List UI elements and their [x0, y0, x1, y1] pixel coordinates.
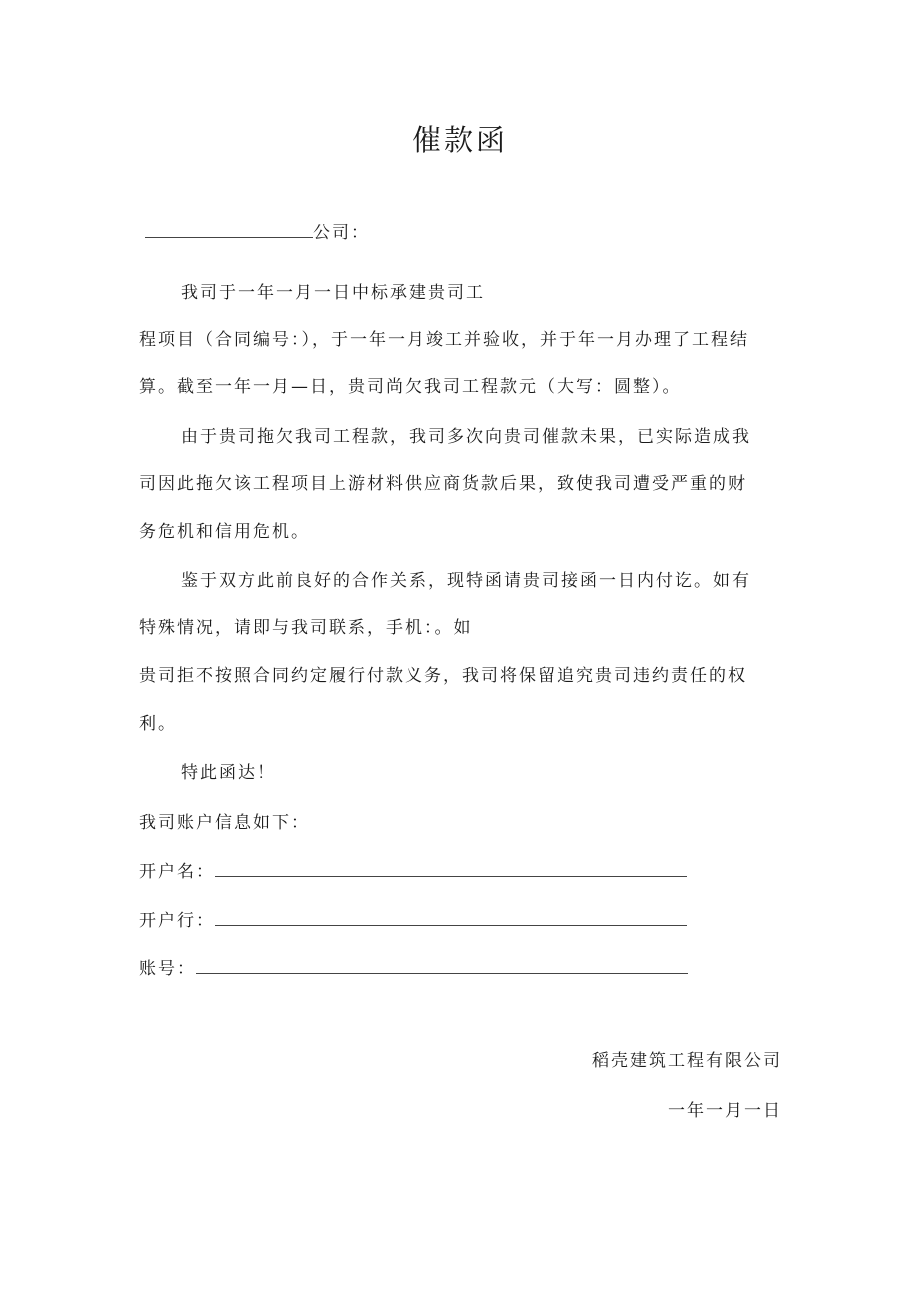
account-heading: 我司账户信息如下：	[139, 813, 310, 833]
paragraph-3-line-4: 利。	[139, 714, 177, 734]
paragraph-3-line-1: 鉴于双方此前良好的合作关系，现特函请贵司接函一日内付讫。如有	[181, 571, 751, 591]
paragraph-1-line-3: 算。截至一年一月—日，贵司尚欠我司工程款元（大写：圆整）。	[139, 377, 682, 397]
salutation	[145, 221, 370, 244]
paragraph-3-line-3: 贵司拒不按照合同约定履行付款义务，我司将保留追究贵司违约责任的权	[139, 666, 747, 686]
account-number-row	[139, 957, 688, 980]
account-name-field[interactable]	[215, 860, 687, 877]
document-title: 催款函	[411, 123, 508, 157]
signature-company: 稻壳建筑工程有限公司	[592, 1051, 782, 1071]
account-bank-field[interactable]	[215, 909, 687, 926]
salutation-suffix: 公司：	[313, 223, 370, 243]
account-name-row	[139, 860, 687, 883]
signature-date: 一年一月一日	[668, 1101, 782, 1121]
account-number-field[interactable]	[196, 957, 688, 974]
paragraph-1-line-1: 我司于一年一月一日中标承建贵司工	[181, 283, 485, 303]
account-number-label: 账号：	[139, 959, 196, 979]
paragraph-1-line-2: 程项目（合同编号：），于一年一月竣工并验收，并于年一月办理了工程结	[139, 330, 749, 350]
closing-remark: 特此函达！	[181, 763, 276, 783]
paragraph-2-line-2: 司因此拖欠该工程项目上游材料供应商货款后果，致使我司遭受严重的财	[139, 474, 747, 494]
paragraph-2-line-1: 由于贵司拖欠我司工程款，我司多次向贵司催款未果，已实际造成我	[181, 427, 751, 447]
paragraph-2-line-3: 务危机和信用危机。	[139, 522, 310, 542]
account-bank-row	[139, 909, 687, 932]
company-name-blank	[145, 221, 313, 238]
account-bank-label: 开户行：	[139, 911, 215, 931]
account-name-label: 开户名：	[139, 862, 215, 882]
paragraph-3-line-2: 特殊情况，请即与我司联系，手机：。如	[139, 618, 473, 638]
